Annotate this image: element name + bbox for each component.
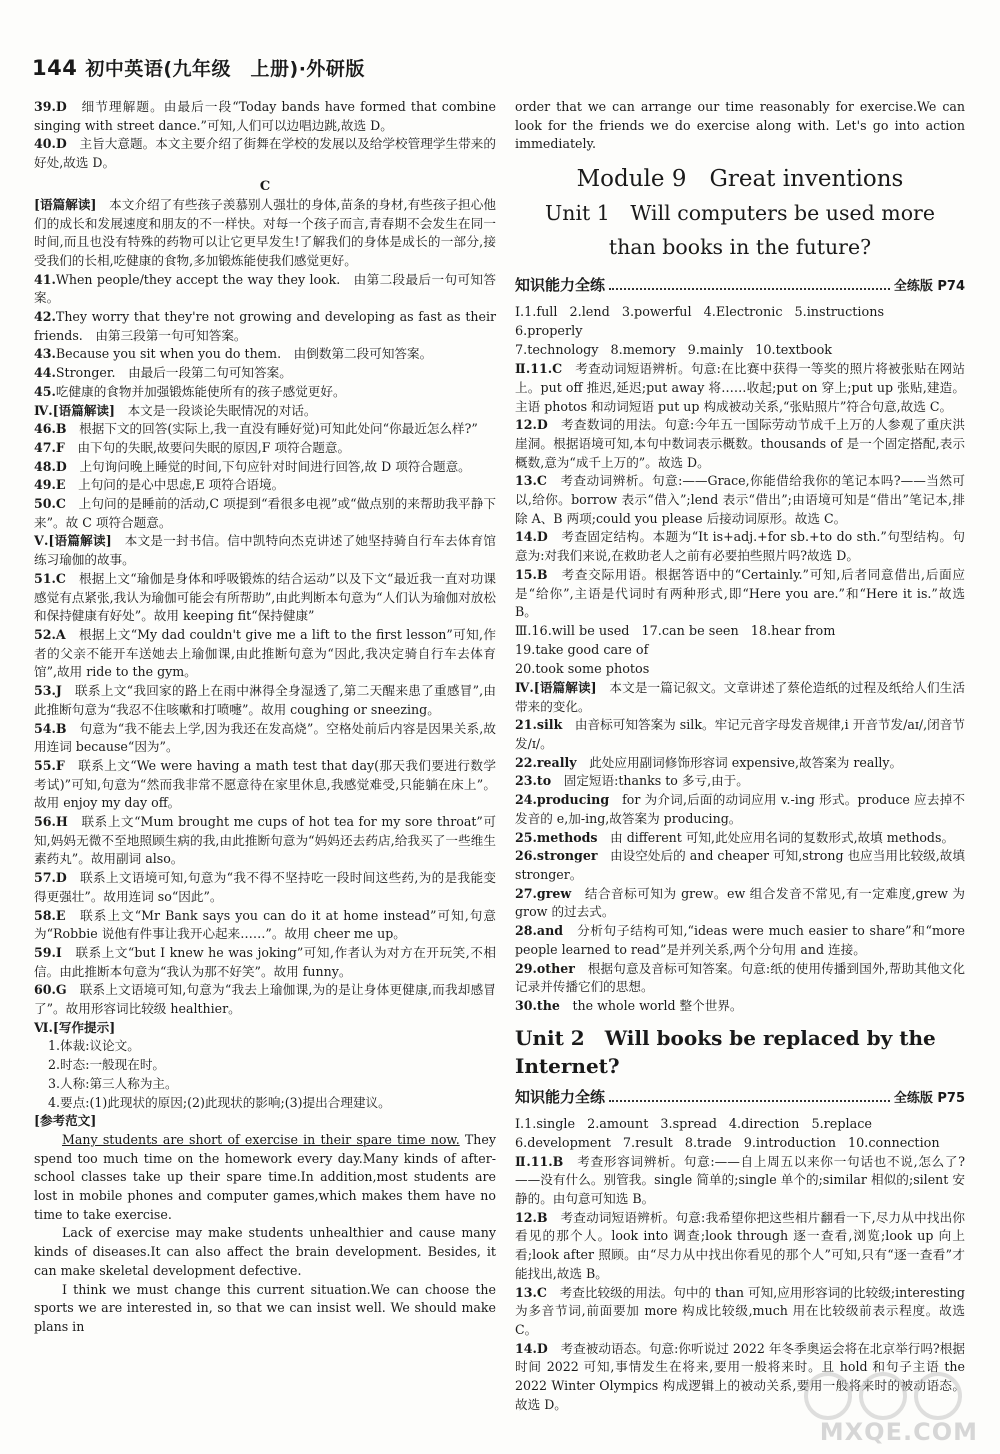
answer-item — [515, 472, 965, 528]
answer-number: Ⅴ.[语篇解读] — [34, 533, 112, 549]
unit1-part1-row2 — [515, 341, 965, 360]
answer-item — [515, 885, 965, 922]
answer-text: Because you sit when you do them. 由倒数第二段可知答案。 — [55, 346, 433, 362]
answer-number: [语篇解读] — [34, 196, 97, 212]
answer-number: 46.B — [34, 421, 67, 437]
unit1-part3-row1 — [515, 622, 965, 660]
answer-number: 52.A — [34, 626, 66, 642]
unit1-part3-row2 — [515, 660, 965, 679]
answer-number: 47.F — [34, 439, 65, 455]
writing-tip: 3.人称:第三人称为主。 — [48, 1075, 178, 1091]
answer-text: for 为介词,后面的动词应用 v.-ing 形式。produce 应去掉不发音的 e,加-ing,故答案为 producing。 — [515, 792, 965, 826]
answer-number: 14.D — [515, 529, 548, 545]
answer-number: 29.other — [515, 960, 575, 976]
answer-number: 53.J — [34, 683, 62, 699]
answer-number: 41. — [34, 271, 56, 287]
short-answer: 3.spread — [660, 1116, 717, 1132]
answer-item — [34, 420, 496, 439]
answer-text: 联系上文“but I knew he was joking”可知,作者认为对方在开玩笑,不相信。由此推断本句意为“我认为那不好笑”。故用 funny。 — [34, 944, 496, 979]
answer-number: 13.C — [515, 473, 547, 489]
short-answer: 4.Electronic — [703, 305, 783, 321]
answer-item — [515, 772, 965, 791]
unit1-title-line2: than books in the future? — [608, 235, 872, 260]
essay-paragraph-2: Lack of exercise may make students unhealthier and cause many kinds of diseases.It can also affect the brain development. Besides, it can make skeletal development defective. — [34, 1225, 496, 1278]
answer-item — [515, 791, 965, 828]
answer-number: 23.to — [515, 773, 552, 789]
unit2-part1-row2 — [515, 1134, 965, 1153]
short-answer: 8.trade — [684, 1135, 732, 1151]
answer-text: 根据句意及音标可知答案。句意:纸的使用传播到国外,帮助其他文化记录并传播它们的思想。 — [515, 960, 965, 995]
answer-text: 上句问的是睡前的活动,C 项提到“看很多电视”或“做点别的来帮助我平静下来”。故 C 项符合题意。 — [34, 496, 496, 530]
answer-text: the whole world 整个世界。 — [559, 997, 743, 1013]
answer-number: 15.B — [515, 566, 548, 582]
answer-number: 12.D — [515, 417, 548, 433]
answer-item — [515, 566, 965, 622]
reference-essay-label: [参考范文] — [34, 1113, 97, 1129]
answer-item — [515, 1209, 965, 1284]
answer-text: 联系上文“We were having a math test that day(那天我们要进行数学考试)”可知,句意为“然而我非常不愿意待在家里休息,我感觉难受,只能躺在床上”。故用 enjoy my day off。 — [34, 757, 496, 811]
short-answer: 10.connection — [847, 1135, 940, 1151]
short-answer: 7.technology — [515, 343, 599, 359]
answer-number: Ⅵ.[写作提示] — [34, 1019, 116, 1035]
answer-item — [34, 944, 496, 981]
essay-paragraph-3: I think we must change this current situation.We can choose the sports we are interested in, so that we can insist well. We should make plans in — [34, 1281, 496, 1334]
answer-item — [34, 345, 496, 364]
short-answer: Ⅰ.1.full — [515, 305, 558, 321]
answer-text: 考查固定结构。本题为“It is+adj.+for sb.+to do sth.”句型结构。句意为:对我们来说,在救助老人之前有必要拍些照片吗?故选 D。 — [515, 529, 965, 564]
short-answer: 17.can be seen — [641, 623, 739, 639]
answer-number: 25.methods — [515, 829, 598, 845]
answer-item — [515, 960, 965, 997]
answer-number: 26.stronger — [515, 848, 598, 864]
short-answer: 20.took some photos — [515, 661, 650, 677]
answer-text: 本文是一段谈论失眠情况的对话。 — [114, 402, 317, 418]
short-answer: 7.result — [622, 1135, 673, 1151]
answer-text: 上句询问晚上睡觉的时间,下句应针对时间进行回答,故 D 项符合题意。 — [66, 458, 471, 474]
answer-item — [34, 981, 496, 1018]
answer-item — [34, 682, 496, 719]
answer-number: Ⅳ.[语篇解读] — [515, 679, 597, 695]
unit1-title-line1: Unit 1 Will computers be used more — [544, 201, 935, 226]
short-answer: 8.memory — [610, 343, 676, 359]
answer-item — [515, 716, 965, 753]
answer-number: 40.D — [34, 136, 67, 152]
answer-number: 22.really — [515, 754, 577, 770]
answer-item — [34, 439, 496, 458]
answer-number: 54.B — [34, 720, 67, 736]
answer-number: 60.G — [34, 982, 67, 998]
essay-paragraph-1: Many students are short of exercise in their spare time now. They spend too much time on the homework every day.Many kinds of after-school classes take up their spare time.In addition,most students are lost in mobile phones and computer games,which makes them have no time to take exercise. — [34, 1131, 496, 1222]
watermark-text: MXQE.COM — [819, 1418, 978, 1446]
short-answer: 19.take good care of — [515, 642, 649, 658]
short-answer: 6.development — [515, 1135, 611, 1151]
answer-number: 51.C — [34, 570, 66, 586]
answer-number: 57.D — [34, 870, 67, 886]
answer-text: 考查动词短语辨析。句意:在比赛中获得一等奖的照片将被张贴在网站上。put off 推迟,延迟;put away 将……收起;put on 穿上;put up 张贴,建造。主语 photos 和动词短语 put up 构成被动关系,“张贴照片”符合句意,故选 C。 — [515, 361, 965, 414]
short-answer: 3.powerful — [621, 305, 692, 321]
answer-text: 考查交际用语。根据答语中的“Certainly.”可知,后者同意借出,后面应是“给你”,主语是代词时有两种形式,即“Here you are.”和“Here it is.”故选 B。 — [515, 566, 965, 620]
answer-text: 细节理解题。由最后一段“Today bands have formed that combine singing with street dance.”可知,人们可以边唱边跳,故选 D。 — [34, 99, 496, 133]
unit2-part1-row1 — [515, 1115, 965, 1134]
answer-number: 44. — [34, 365, 56, 381]
answer-text: 由音标可知答案为 silk。牢记元音字母发音规律,i 开音节发/aɪ/,闭音节发/ɪ/。 — [515, 717, 965, 752]
answer-number: 50.C — [34, 496, 66, 512]
short-answer: 5.replace — [811, 1116, 872, 1132]
unit1-part1-row1 — [515, 303, 965, 341]
answer-item — [34, 720, 496, 757]
answer-text: 主旨大意题。本文主要介绍了街舞在学校的发展以及给学校管理学生带来的好处,故选 D。 — [34, 136, 496, 171]
unit1-part2 — [515, 360, 965, 622]
answer-item — [515, 360, 965, 416]
answer-text: 吃健康的食物并加强锻炼能使所有的孩子感觉更好。 — [55, 383, 346, 399]
book-title: 初中英语(九年级 上册)·外研版 — [85, 58, 365, 80]
answer-text: 本文是一封书信。信中凯特向杰克讲述了她坚持骑自行车去体育馆练习瑜伽的故事。 — [34, 533, 497, 568]
answer-number: 45. — [34, 383, 56, 399]
answer-item — [515, 1153, 965, 1209]
answer-text: 考查被动语态。句意:你听说过 2022 年冬季奥运会将在北京举行吗?根据时间 2022 可知,事情发生在将来,要用一般将来时。且 hold 和句子主语 the 2022 Winter Olympics 构成逻辑上的被动关系,要用一般将来时的被动语态。故选 D。 — [515, 1340, 965, 1412]
answer-item — [34, 271, 496, 308]
answer-item — [34, 383, 496, 402]
answer-item — [515, 847, 965, 884]
answer-text: 联系上文“Mr Bank says you can do it at home instead”可知,句意为“Robbie 说他有件事让我开心起来……”。故用 cheer me up。 — [34, 907, 496, 942]
answer-item — [34, 1019, 496, 1038]
answer-text: Stronger. 由最后一段第二句可知答案。 — [55, 365, 292, 381]
answer-text: 结合音标可知为 grew。ew 组合发音不常见,有一定难度,grew 为 grow 的过去式。 — [515, 885, 965, 920]
answer-text: 分析句子结构可知,“ideas were much easier to share”和“more people learned to read”是并列关系,两个分句用 and 连接。 — [515, 923, 965, 957]
unit2-title: Unit 2 Will books be replaced by the Internet? — [515, 1025, 936, 1078]
answer-item — [34, 907, 496, 944]
answer-item — [34, 869, 496, 906]
answer-item — [34, 570, 496, 626]
answer-number: 55.F — [34, 757, 65, 773]
answer-item — [34, 364, 496, 383]
answer-text: 考查动词短语辨析。句意:我希望你把这些相片翻看一下,尽力从中找出你看见的那个人。look into 调查;look through 逐一查看,浏览;look up 向上看;look after 照顾。由“尽力从中找出你看见的那个人”可知,只有“逐一查看”才能找出,故选 B。 — [515, 1209, 965, 1281]
practice-heading-unit1: 知识能力全练 全练版 P74 — [515, 276, 965, 295]
answer-text: 联系上文语境可知,句意为“我去上瑜伽课,为的是让身体更健康,而我却感冒了”。故用形容词比较级 healthier。 — [34, 982, 496, 1017]
answer-item — [515, 679, 965, 716]
short-answer: 10.textbook — [755, 343, 833, 359]
answer-item — [515, 416, 965, 472]
answer-text: 由下句的失眠,故要问失眠的原因,F 项符合题意。 — [64, 439, 351, 455]
page-header — [32, 54, 365, 81]
answer-number: 21.silk — [515, 717, 563, 733]
short-answer: 6.properly — [515, 324, 583, 340]
answer-number: Ⅱ.11.B — [515, 1153, 564, 1169]
answer-number: Ⅳ.[语篇解读] — [34, 402, 115, 418]
answer-text: 本文是一篇记叙文。文章讲述了蔡伦造纸的过程及纸给人们生活带来的变化。 — [515, 679, 966, 714]
writing-tips — [34, 1037, 496, 1112]
short-answer: 9.introduction — [743, 1135, 836, 1151]
answer-number: 13.C — [515, 1284, 547, 1300]
section-c-heading: C — [259, 178, 271, 194]
answer-item — [34, 757, 496, 813]
answer-text: 由 different 可知,此处应用名词的复数形式,故填 methods。 — [597, 829, 955, 845]
answer-item — [34, 308, 496, 345]
answer-item — [34, 196, 496, 271]
short-answer: 5.instructions — [794, 305, 885, 321]
essay-continuation: order that we can arrange our time reasonably for exercise.We can look for the friends we do exercise along with. Let's go into action immediately. — [515, 99, 965, 152]
answer-item — [34, 458, 496, 477]
answer-number: 14.D — [515, 1340, 548, 1356]
writing-tip: 4.要点:(1)此现状的原因;(2)此现状的影响;(3)提出合理建议。 — [48, 1094, 391, 1110]
answer-item — [515, 754, 965, 773]
answer-text: 联系上文语境可知,句意为“我不得不坚持吃一段时间这些药,为的是我能变得更强壮”。故用连词 so“因此”。 — [34, 870, 496, 904]
answer-item — [34, 135, 496, 172]
answer-text: 考查数词的用法。句意:今年五一国际劳动节成千上万的人参观了重庆洪崖洞。根据语境可知,本句中数词表示概数。thousands of 是一个固定搭配,表示概数,意为“成千上万的”。故选 D。 — [515, 417, 965, 470]
module-title: Module 9 Great inventions — [576, 166, 904, 193]
answer-text: 考查动词辨析。句意:——Grace,你能借给我你的笔记本吗?——当然可以,给你。borrow 表示“借入”;lend 表示“借出”;由语境可知是“借出”笔记本,排除 A、B 两项;could you please 后接动词原形。故选 C。 — [515, 473, 965, 526]
answer-text: When people/they accept the way they look. 由第二段最后一句可知答案。 — [34, 271, 496, 306]
answer-number: 39.D — [34, 99, 67, 114]
answer-number: 12.B — [515, 1209, 548, 1225]
answer-text: 本文介绍了有些孩子羡慕别人强壮的身体,苗条的身材,有些孩子担心他们的成长和发展速度和朋友的不一样快。对每一个孩子而言,青春期不会发生在同一时间,而且也没有特殊的药物可以让它更早发生!了解我们的身体是成长的一部分,接受我们的长相,吃健康的食物,多加锻炼能使我们感觉更好。 — [34, 196, 496, 268]
short-answer: 4.direction — [728, 1116, 800, 1132]
answer-number: 30.the — [515, 997, 560, 1013]
short-answer: Ⅲ.16.will be used — [515, 623, 630, 639]
watermark-logo — [788, 1366, 978, 1446]
answer-number: 58.E — [34, 907, 66, 923]
answer-number: 48.D — [34, 458, 67, 474]
answer-number: 56.H — [34, 814, 68, 830]
short-answer: 2.amount — [587, 1116, 649, 1132]
writing-tip: 2.时态:一般现在时。 — [48, 1057, 166, 1073]
answer-number: 24.producing — [515, 792, 610, 808]
answer-text: 联系上文“我回家的路上在雨中淋得全身湿透了,第二天醒来患了重感冒”,由此推断句意为“我忍不住咳嗽和打喷嚏”。故用 coughing or sneezing。 — [34, 683, 496, 717]
short-answer: 2.lend — [569, 305, 610, 321]
answers-39-40 — [34, 98, 496, 173]
answer-item — [34, 626, 496, 682]
answer-item — [34, 532, 496, 569]
answer-number: 49.E — [34, 477, 66, 493]
answer-number: 28.and — [515, 923, 564, 939]
answer-text: 此处应用副词修饰形容词 expensive,故答案为 really。 — [576, 754, 903, 770]
answer-number: Ⅱ.11.C — [515, 361, 563, 377]
answer-text: 由设空处后的 and cheaper 可知,strong 也应当用比较级,故填 stronger。 — [515, 848, 965, 882]
short-answer: 9.mainly — [687, 343, 744, 359]
answer-item — [515, 528, 965, 565]
answer-text: 根据上文“My dad couldn't give me a lift to the first lesson”可知,作者的父亲不能开车送她去上瑜伽课,由此推断句意为“因此,我决定骑自行车去体育馆”,故用 ride to the gym。 — [34, 626, 496, 680]
practice-heading-unit2: 知识能力全练 全练版 P75 — [515, 1087, 965, 1106]
answer-text: 考查比较级的用法。句中的 than 可知,应用形容词的比较级;interesting 为多音节词,前面要加 more 构成比较级,much 用在比较级前表示程度。故选 C。 — [515, 1284, 965, 1337]
answer-text: 联系上文“Mum brought me cups of hot tea for my sore throat”可知,妈妈无微不至地照顾生病的我,由此推断句意为“妈妈还去药店,给我买了一些维生素药丸”。故用副词 also。 — [34, 814, 496, 867]
left-column — [34, 98, 496, 1337]
answer-item — [34, 98, 496, 135]
right-column — [515, 98, 965, 1414]
writing-tip: 1.体裁:议论文。 — [48, 1038, 140, 1054]
answer-item — [34, 813, 496, 869]
answer-text: 根据下文的回答(实际上,我一直没有睡好觉)可知此处问“你最近怎么样?” — [66, 421, 478, 437]
answer-number: 27.grew — [515, 885, 572, 901]
short-answer: Ⅰ.1.single — [515, 1116, 576, 1132]
answer-text: 根据上文“瑜伽是身体和呼吸锻炼的结合运动”以及下文“最近我一直对功课感觉有点紧张,我认为瑜伽可能会有所帮助”,由此判断本句意为“人们认为瑜伽对放松和保持健康有好处”。故用 keeping fit“保持健康” — [34, 570, 496, 624]
answer-item — [515, 829, 965, 848]
answer-text: 句意为“我不能去上学,因为我还在发高烧”。空格处前后内容是因果关系,故用连词 because“因为”。 — [34, 720, 496, 755]
answer-number: 59.I — [34, 944, 62, 960]
page-number: 144 — [32, 56, 78, 80]
answer-number: 43. — [34, 346, 56, 362]
answer-item — [34, 402, 496, 421]
answer-item — [515, 922, 965, 959]
answer-item — [34, 495, 496, 532]
answer-text: 固定短语:thanks to 多亏,由于。 — [551, 773, 749, 789]
answer-item — [34, 476, 496, 495]
answers-41-60 — [34, 196, 496, 1038]
answer-number: 42. — [34, 309, 56, 325]
answer-item — [515, 1284, 965, 1340]
answer-text: 上句问的是心中思虑,E 项符合语境。 — [65, 477, 285, 493]
unit1-part4 — [515, 679, 965, 1016]
short-answer: 18.hear from — [750, 623, 836, 639]
answer-text: They worry that they're not growing and developing as fast as their friends. 由第三段第一句可知答案。 — [34, 309, 496, 343]
answer-item — [515, 997, 965, 1016]
answer-text: 考查形容词辨析。句意:——自上周五以来你一句话也不说,怎么了?——没有什么。别管我。single 简单的;single 单个的;similar 相似的;silent 安静的。由句意可知选 B。 — [515, 1153, 966, 1207]
